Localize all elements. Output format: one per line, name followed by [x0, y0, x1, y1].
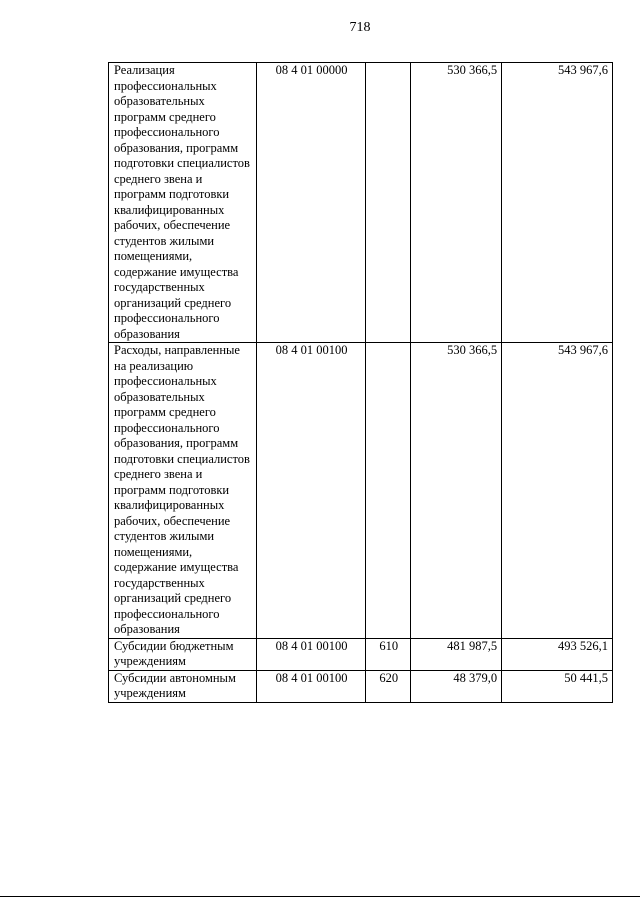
- table-row: [109, 670, 613, 702]
- row-value2-cell: 543 967,6: [502, 63, 613, 343]
- row-name-cell: Субсидии бюджетным учреждениям: [109, 638, 257, 670]
- row-name-cell: Расходы, направленные на реализацию профессиональных образовательных программ среднего профессионального образования, программ подготовки специалистов среднего звена и программ подготовки квалифицированных рабочих, обеспечение студентов жилыми помещениями, содержание имущества государственных организаций среднего профессионального образования: [109, 343, 257, 639]
- row-type-cell: [366, 63, 411, 343]
- page-number: 718: [349, 20, 371, 35]
- row-name-cell: Реализация профессиональных образовательных программ среднего профессионального образования, программ подготовки специалистов среднего звена и программ подготовки квалифицированных рабочих, обеспечение студентов жилыми помещениями, содержание имущества государственных организаций среднего профессионального образования: [109, 63, 257, 343]
- row-type-cell: 610: [366, 638, 411, 670]
- row-value1-cell: 481 987,5: [411, 638, 502, 670]
- row-type-cell: [366, 343, 411, 639]
- table-row: [109, 343, 613, 639]
- table-row: [109, 638, 613, 670]
- row-value1-cell: 48 379,0: [411, 670, 502, 702]
- row-name-cell: Субсидии автономным учреждениям: [109, 670, 257, 702]
- row-value2-cell: 50 441,5: [502, 670, 613, 702]
- row-code-cell: 08 4 01 00100: [257, 343, 366, 639]
- row-code-cell: 08 4 01 00000: [257, 63, 366, 343]
- row-value2-cell: 493 526,1: [502, 638, 613, 670]
- budget-table: [108, 62, 613, 703]
- row-value1-cell: 530 366,5: [411, 343, 502, 639]
- row-type-cell: 620: [366, 670, 411, 702]
- row-value1-cell: 530 366,5: [411, 63, 502, 343]
- table-row: [109, 63, 613, 343]
- scan-edge-line: [0, 896, 640, 897]
- row-code-cell: 08 4 01 00100: [257, 670, 366, 702]
- row-code-cell: 08 4 01 00100: [257, 638, 366, 670]
- row-value2-cell: 543 967,6: [502, 343, 613, 639]
